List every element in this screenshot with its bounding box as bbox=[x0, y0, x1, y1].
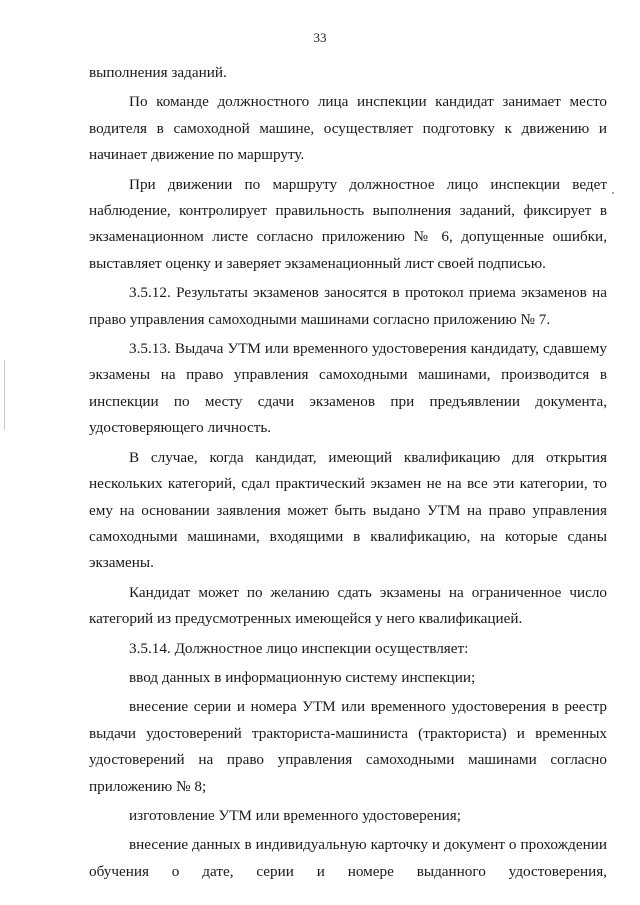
paragraph-3-5-12: 3.5.12. Результаты экзаменов заносятся в протокол приема экзаменов на право управления самоходными машинами согласно приложению № 7. bbox=[89, 284, 607, 328]
paragraph-partial-categories: В случае, когда кандидат, имеющий квалификацию для открытия нескольких категорий, сдал практический экзамен не на все эти категории, то ему на основании заявления может быть выдано УТМ на право управления самоходными машинами, входящими в квалификацию, на которые сданы экзамены. bbox=[89, 448, 607, 572]
list-item-data-entry: ввод данных в информационную систему инспекции; bbox=[129, 668, 476, 686]
list-item-manufacture: изготовление УТМ или временного удостоверения; bbox=[129, 806, 461, 824]
scan-speck bbox=[612, 192, 614, 194]
paragraph-continuation: выполнения заданий. bbox=[89, 64, 227, 81]
paragraph-limited-categories: Кандидат может по желанию сдать экзамены на ограниченное число категорий из предусмотренных имеющейся у него квалификацией. bbox=[89, 583, 607, 628]
page-number: 33 bbox=[313, 30, 327, 45]
document-body bbox=[89, 60, 607, 888]
paragraph-route-observation: При движении по маршруту должностное лицо инспекции ведет наблюдение, контролирует правильность выполнения заданий, фиксирует в экзаменационном листе согласно приложению № 6, допущенные ошибки, выставляет оценку и заверяет экзаменационный лист своей подписью. bbox=[89, 175, 607, 272]
list-item-registry: внесение серии и номера УТМ или временного удостоверения в реестр выдачи удостоверений тракториста-машиниста (тракториста) и временных удостоверений на право управления самоходными машинами согласно приложению № 8; bbox=[89, 698, 607, 795]
list-item-record-card: внесение данных в индивидуальную карточку и документ о прохождении обучения о дате, серии и номере выданного удостоверения, bbox=[89, 836, 607, 880]
paragraph-3-5-14: 3.5.14. Должностное лицо инспекции осуществляет: bbox=[129, 639, 469, 657]
paragraph-3-5-13: 3.5.13. Выдача УТМ или временного удостоверения кандидату, сдавшему экзамены на право управления самоходными машинами, производится в инспекции по месту сдачи экзаменов при предъявлении документа, удостоверяющего личность. bbox=[89, 340, 607, 437]
paragraph-driver-position: По команде должностного лица инспекции кандидат занимает место водителя в самоходной машине, осуществляет подготовку к движению и начинает движение по маршруту. bbox=[89, 93, 607, 164]
scan-edge-mark bbox=[4, 360, 5, 430]
